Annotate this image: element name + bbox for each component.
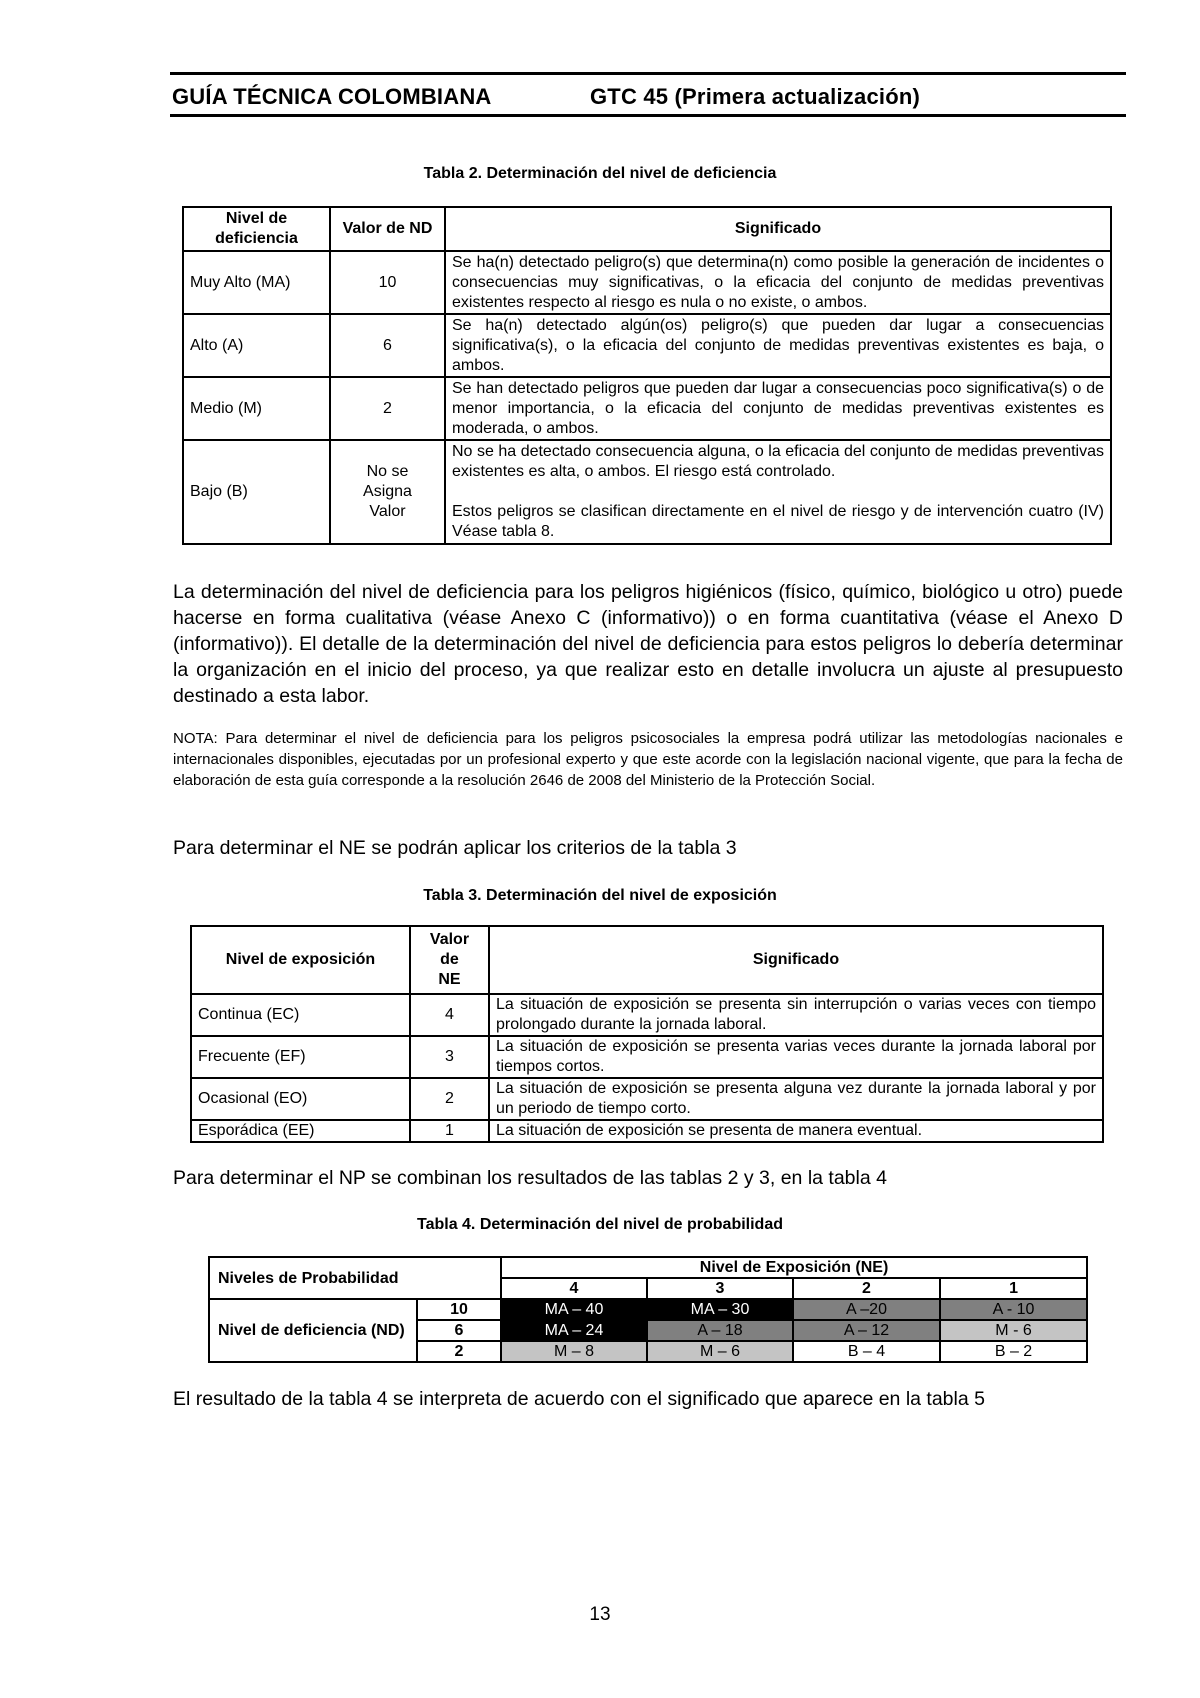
table3 bbox=[190, 925, 1104, 1143]
table4-cell: A – 18 bbox=[647, 1320, 793, 1341]
table4-ne-label: Nivel de Exposición (NE) bbox=[501, 1257, 1087, 1278]
table-row bbox=[183, 314, 1111, 377]
table3-cell-valor: 2 bbox=[410, 1078, 489, 1120]
table3-cell-valor: 4 bbox=[410, 994, 489, 1036]
table4-ne-value: 2 bbox=[793, 1278, 940, 1299]
header-standard: GTC 45 (Primera actualización) bbox=[590, 84, 920, 109]
table4-cell: MA – 24 bbox=[501, 1320, 647, 1341]
table2-caption: Tabla 2. Determinación del nivel de deficiencia bbox=[423, 165, 777, 182]
table4-corner-label: Niveles de Probabilidad bbox=[209, 1257, 501, 1299]
page-header bbox=[170, 72, 1126, 117]
body-line: El resultado de la tabla 4 se interpreta de acuerdo con el significado que aparece en la tabla 5 bbox=[173, 1388, 985, 1410]
table3-cell-nivel: Frecuente (EF) bbox=[191, 1036, 410, 1078]
table2-header-significado: Significado bbox=[445, 207, 1111, 251]
table4-cell: MA – 30 bbox=[647, 1299, 793, 1320]
table3-caption: Tabla 3. Determinación del nivel de exposición bbox=[423, 887, 777, 904]
table-row bbox=[191, 1120, 1103, 1142]
body-paragraph: La determinación del nivel de deficiencia para los peligros higiénicos (físico, químico, biológico u otro) puede hacerse en forma cualitativa (véase Anexo C (informativo)) o en forma cuantitativa (véase el Anexo D (informativo)). El detalle de la determinación del nivel de deficiencia para estos peligros lo debería determinar la organización en el inicio del proceso, ya que realizar esto en detalle involucra un ajuste al presupuesto destinado a esta labor. bbox=[173, 581, 1123, 707]
table3-cell-valor: 3 bbox=[410, 1036, 489, 1078]
table2-cell-significado: Se ha(n) detectado peligro(s) que determina(n) como posible la generación de incidentes o consecuencias muy significativas, o la eficacia del conjunto de medidas preventivas existentes respecto al riesgo es nula o no existe, o ambos. bbox=[445, 251, 1111, 314]
table3-cell-nivel: Continua (EC) bbox=[191, 994, 410, 1036]
table2-header-nivel: Nivel de deficiencia bbox=[183, 207, 330, 251]
table4-cell: A –20 bbox=[793, 1299, 940, 1320]
table4-caption: Tabla 4. Determinación del nivel de probabilidad bbox=[416, 1216, 783, 1233]
body-line: Para determinar el NP se combinan los resultados de las tablas 2 y 3, en la tabla 4 bbox=[173, 1167, 887, 1189]
table2-header-valor: Valor de ND bbox=[330, 207, 445, 251]
table4-cell: B – 4 bbox=[793, 1341, 940, 1362]
table4-ne-value: 4 bbox=[501, 1278, 647, 1299]
table3-cell-significado: La situación de exposición se presenta sin interrupción o varias veces con tiempo prolongado durante la jornada laboral. bbox=[489, 994, 1103, 1036]
table2 bbox=[182, 206, 1112, 545]
table4-cell: M - 6 bbox=[940, 1320, 1087, 1341]
table-row bbox=[183, 440, 1111, 544]
table4-cell: MA – 40 bbox=[501, 1299, 647, 1320]
table4-nd-value: 6 bbox=[417, 1320, 501, 1341]
table2-cell-nivel: Bajo (B) bbox=[183, 440, 330, 544]
table4-ne-value: 1 bbox=[940, 1278, 1087, 1299]
table4-cell: M – 6 bbox=[647, 1341, 793, 1362]
table3-header-significado: Significado bbox=[489, 926, 1103, 994]
table3-cell-nivel: Esporádica (EE) bbox=[191, 1120, 410, 1142]
table4-ne-value: 3 bbox=[647, 1278, 793, 1299]
table2-cell-nivel: Medio (M) bbox=[183, 377, 330, 440]
table3-cell-valor: 1 bbox=[410, 1120, 489, 1142]
table2-significado-line2: Estos peligros se clasifican directamente en el nivel de riesgo y de intervención cuatro (IV) Véase tabla 8. bbox=[452, 503, 1104, 540]
table2-cell-valor: 10 bbox=[330, 251, 445, 314]
table2-cell-valor: 2 bbox=[330, 377, 445, 440]
table2-cell-significado bbox=[445, 440, 1111, 544]
table3-cell-significado: La situación de exposición se presenta alguna vez durante la jornada laboral y por un periodo de tiempo corto. bbox=[489, 1078, 1103, 1120]
table2-cell-nivel: Alto (A) bbox=[183, 314, 330, 377]
table2-cell-significado: Se han detectado peligros que pueden dar lugar a consecuencias poco significativa(s) o de menor importancia, o la eficacia del conjunto de medidas preventivas existentes es moderada, o ambos. bbox=[445, 377, 1111, 440]
table-row bbox=[191, 1036, 1103, 1078]
table2-cell-valor: No se Asigna Valor bbox=[330, 440, 445, 544]
table4-cell: M – 8 bbox=[501, 1341, 647, 1362]
table3-cell-significado: La situación de exposición se presenta varias veces durante la jornada laboral por tiempos cortos. bbox=[489, 1036, 1103, 1078]
table-row bbox=[209, 1299, 1087, 1320]
body-line: Para determinar el NE se podrán aplicar los criterios de la tabla 3 bbox=[173, 837, 737, 859]
header-title: GUÍA TÉCNICA COLOMBIANA bbox=[172, 84, 492, 109]
table-row bbox=[191, 994, 1103, 1036]
table2-cell-nivel: Muy Alto (MA) bbox=[183, 251, 330, 314]
table-row bbox=[183, 251, 1111, 314]
table4-nd-value: 10 bbox=[417, 1299, 501, 1320]
table4-nd-label: Nivel de deficiencia (ND) bbox=[209, 1299, 417, 1362]
page-number: 13 bbox=[589, 1604, 611, 1625]
note-paragraph: NOTA: Para determinar el nivel de deficiencia para los peligros psicosociales la empresa podrá utilizar las metodologías nacionales e internacionales disponibles, ejecutadas por un profesional experto y que este acorde con la legislación nacional vigente, que para la fecha de elaboración de esta guía corresponde a la resolución 2646 de 2008 del Ministerio de la Protección Social. bbox=[173, 730, 1123, 789]
table3-header-valor: Valor de NE bbox=[410, 926, 489, 994]
table4-nd-value: 2 bbox=[417, 1341, 501, 1362]
table4-cell: A - 10 bbox=[940, 1299, 1087, 1320]
table3-cell-significado: La situación de exposición se presenta de manera eventual. bbox=[489, 1120, 1103, 1142]
table2-cell-valor: 6 bbox=[330, 314, 445, 377]
table4-cell: B – 2 bbox=[940, 1341, 1087, 1362]
table-row bbox=[191, 1078, 1103, 1120]
table4-cell: A – 12 bbox=[793, 1320, 940, 1341]
table3-cell-nivel: Ocasional (EO) bbox=[191, 1078, 410, 1120]
table3-header-nivel: Nivel de exposición bbox=[191, 926, 410, 994]
table2-cell-significado: Se ha(n) detectado algún(os) peligro(s) que pueden dar lugar a consecuencias significativa(s), o la eficacia del conjunto de medidas preventivas existentes es baja, o ambos. bbox=[445, 314, 1111, 377]
table2-significado-line1: No se ha detectado consecuencia alguna, o la eficacia del conjunto de medidas preventivas existentes es alta, o ambos. El riesgo está controlado. bbox=[452, 443, 1104, 480]
table-row bbox=[183, 377, 1111, 440]
table4 bbox=[208, 1256, 1088, 1363]
